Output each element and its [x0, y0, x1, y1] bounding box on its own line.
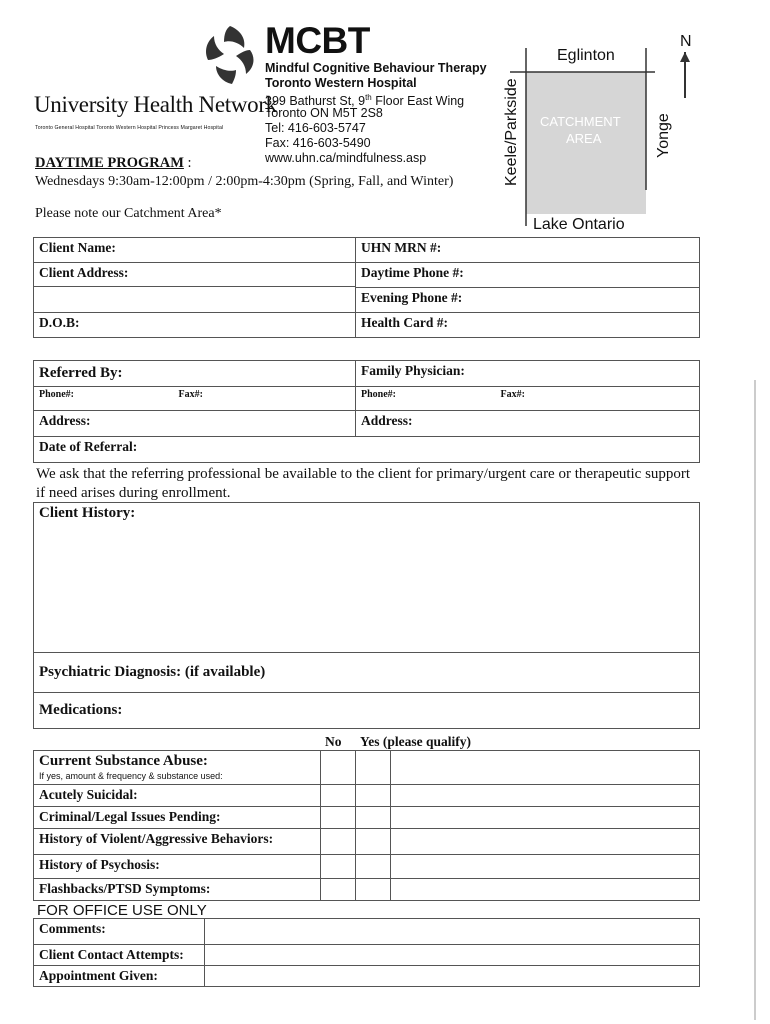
contact-attempts-field[interactable]	[205, 945, 700, 966]
physician-phone-field[interactable]: Phone#:	[361, 389, 396, 400]
yes-checkbox[interactable]	[356, 855, 391, 879]
address-line-2: Toronto ON M5T 2S8	[265, 106, 383, 120]
client-history-field[interactable]: Client History:	[34, 503, 700, 653]
program-name: Mindful Cognitive Behaviour Therapy	[265, 61, 487, 75]
appointment-given-label: Appointment Given:	[34, 966, 205, 987]
psychiatric-diagnosis-field[interactable]: Psychiatric Diagnosis: (if available)	[34, 653, 700, 693]
referrer-fax-field[interactable]: Fax#:	[178, 389, 203, 400]
no-checkbox[interactable]	[321, 751, 356, 785]
catchment-label-2: AREA	[566, 131, 602, 146]
no-checkbox[interactable]	[321, 785, 356, 807]
appointment-given-field[interactable]	[205, 966, 700, 987]
hospital-name: Toronto Western Hospital	[265, 76, 417, 90]
office-use-title: FOR OFFICE USE ONLY	[37, 902, 207, 919]
referrer-phone-field[interactable]: Phone#:	[39, 389, 74, 400]
comments-label: Comments:	[34, 919, 205, 945]
qualify-field[interactable]	[391, 829, 700, 855]
organization-sites: Toronto General Hospital Toronto Western Hospital Princess Margaret Hospital	[35, 125, 224, 131]
address-line-1: 399 Bathurst St, 9th Floor East Wing	[265, 93, 465, 109]
yes-column-header: Yes (please qualify)	[360, 734, 471, 749]
referrer-contact-row	[34, 387, 356, 411]
program-acronym: MCBT	[265, 20, 370, 61]
physician-fax-field[interactable]: Fax#:	[500, 389, 525, 400]
risk-label: History of Psychosis:	[34, 855, 321, 879]
risk-label: Current Substance Abuse: If yes, amount & frequency & substance used:	[34, 751, 321, 785]
daytime-program-title: DAYTIME PROGRAM :	[35, 155, 192, 171]
referral-statement: We ask that the referring professional be available to the client for primary/urgent care or therapeutic support if need arises during enrollment.	[36, 466, 691, 501]
qualify-field[interactable]	[391, 751, 700, 785]
risk-label: Criminal/Legal Issues Pending:	[34, 807, 321, 829]
physician-contact-row	[356, 387, 700, 411]
qualify-field[interactable]	[391, 855, 700, 879]
website[interactable]: www.uhn.ca/mindfulness.asp	[265, 151, 427, 165]
risk-row-suicidal	[34, 785, 700, 807]
organization-name: University Health Network	[34, 92, 277, 117]
office-table	[33, 918, 700, 987]
no-checkbox[interactable]	[321, 879, 356, 901]
catchment-label-1: CATCHMENT	[540, 114, 621, 129]
yes-checkbox[interactable]	[356, 879, 391, 901]
physician-address-field[interactable]: Address:	[356, 411, 700, 437]
referrer-address-field[interactable]: Address:	[34, 411, 356, 437]
fax-number: Fax: 416-603-5490	[265, 136, 371, 150]
risk-row-psychosis	[34, 855, 700, 879]
risk-table	[33, 750, 700, 901]
street-yonge: Yonge	[655, 113, 672, 158]
daytime-phone-field[interactable]: Daytime Phone #:	[356, 263, 700, 288]
client-name-field[interactable]: Client Name:	[34, 238, 356, 263]
dob-field[interactable]: D.O.B:	[34, 313, 356, 338]
history-table	[33, 502, 700, 729]
uhn-mrn-field[interactable]: UHN MRN #:	[356, 238, 700, 263]
telephone: Tel: 416-603-5747	[265, 121, 366, 135]
qualify-field[interactable]	[391, 879, 700, 901]
north-label: N	[680, 33, 692, 50]
no-checkbox[interactable]	[321, 829, 356, 855]
medications-field[interactable]: Medications:	[34, 693, 700, 729]
yes-checkbox[interactable]	[356, 829, 391, 855]
referral-table	[33, 360, 700, 463]
yes-checkbox[interactable]	[356, 807, 391, 829]
referred-by-field[interactable]: Referred By:	[34, 361, 356, 387]
date-of-referral-field[interactable]: Date of Referral:	[34, 437, 700, 463]
evening-phone-field[interactable]: Evening Phone #:	[356, 288, 700, 313]
no-checkbox[interactable]	[321, 807, 356, 829]
yes-checkbox[interactable]	[356, 751, 391, 785]
no-column-header: No	[325, 734, 342, 749]
client-info-table	[33, 237, 700, 338]
risk-row-ptsd	[34, 879, 700, 901]
program-hours: Wednesdays 9:30am-12:00pm / 2:00pm-4:30pm (Spring, Fall, and Winter)	[35, 174, 454, 189]
yes-checkbox[interactable]	[356, 785, 391, 807]
uhn-logo-icon	[200, 22, 260, 88]
catchment-note: Please note our Catchment Area*	[35, 206, 222, 221]
scan-edge	[754, 380, 756, 1020]
risk-row-legal	[34, 807, 700, 829]
qualify-field[interactable]	[391, 807, 700, 829]
risk-label: History of Violent/Aggressive Behaviors:	[34, 829, 321, 855]
risk-row-violence	[34, 829, 700, 855]
risk-label: Acutely Suicidal:	[34, 785, 321, 807]
no-checkbox[interactable]	[321, 855, 356, 879]
lake-ontario: Lake Ontario	[533, 216, 625, 233]
contact-attempts-label: Client Contact Attempts:	[34, 945, 205, 966]
health-card-field[interactable]: Health Card #:	[356, 313, 700, 338]
qualify-field[interactable]	[391, 785, 700, 807]
family-physician-field[interactable]: Family Physician:	[356, 361, 700, 387]
client-address-field[interactable]: Client Address:	[34, 263, 356, 313]
risk-label: Flashbacks/PTSD Symptoms:	[34, 879, 321, 901]
risk-row-substance	[34, 751, 700, 785]
street-keele-parkside: Keele/Parkside	[503, 78, 520, 186]
street-eglinton: Eglinton	[557, 47, 615, 64]
comments-field[interactable]	[205, 919, 700, 945]
